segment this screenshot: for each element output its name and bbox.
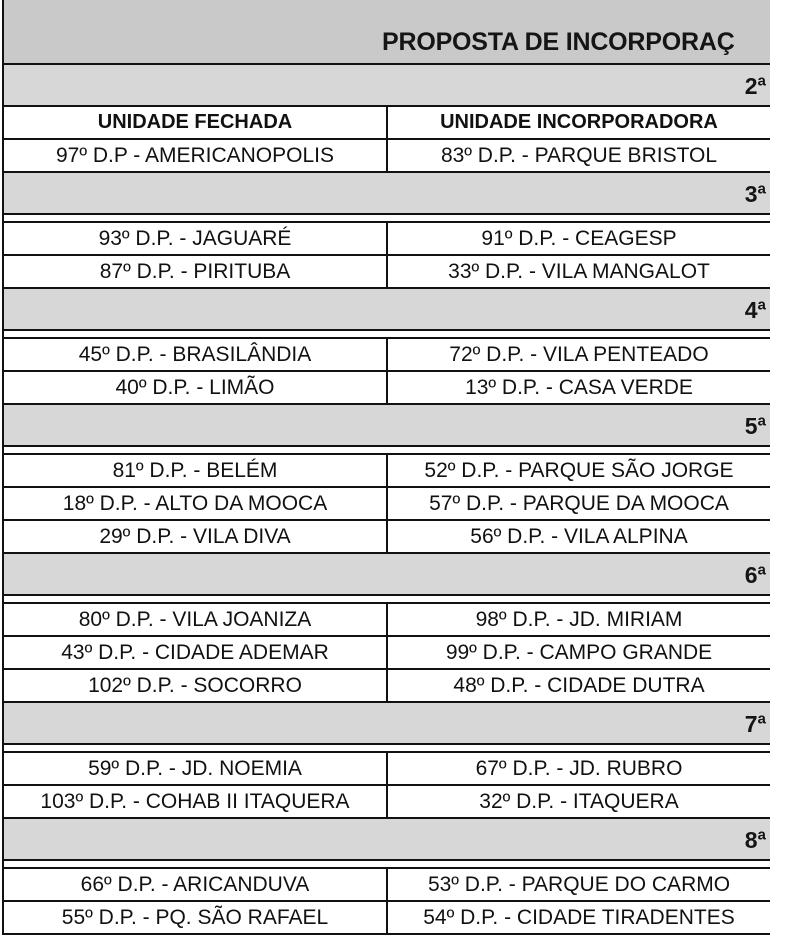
closed-unit-cell: 93º D.P. - JAGUARÉ [4,223,388,254]
closed-unit-cell: 55º D.P. - PQ. SÃO RAFAEL [4,902,388,933]
closed-unit-cell: 43º D.P. - CIDADE ADEMAR [4,637,388,668]
closed-unit-cell: 102º D.P. - SOCORRO [4,670,388,701]
table-row [4,140,770,173]
section-label: 8ª [744,827,766,853]
section-band [4,173,770,215]
section-band [4,554,770,596]
incorporating-unit-cell: 32º D.P. - ITAQUERA [479,789,679,813]
closed-unit-cell: 103º D.P. - COHAB II ITAQUERA [4,786,388,817]
closed-unit-cell: 81º D.P. - BELÉM [4,455,388,486]
table-row [4,637,770,670]
header-row [4,107,770,140]
section-label: 2ª [744,73,766,99]
closed-unit-cell: 40º D.P. - LIMÃO [4,372,388,403]
title-row [4,0,770,65]
table-body [4,65,770,935]
table-row [4,902,770,935]
incorporating-unit-cell: 33º D.P. - VILA MANGALOT [448,259,710,283]
incorporating-unit-cell: 52º D.P. - PARQUE SÃO JORGE [424,458,734,482]
incorporating-unit-cell: 57º D.P. - PARQUE DA MOOCA [429,491,729,515]
table-row [4,869,770,902]
incorporation-table [2,0,770,935]
closed-unit-cell: 59º D.P. - JD. NOEMIA [4,753,388,784]
column-header-closed: UNIDADE FECHADA [4,107,388,138]
section-label: 5ª [744,413,766,439]
section-spacer [4,596,770,604]
section-spacer [4,861,770,869]
section-spacer [4,745,770,753]
section-label: 7ª [744,711,766,737]
incorporating-unit-cell: 99º D.P. - CAMPO GRANDE [445,640,713,664]
section-band [4,289,770,331]
section-spacer [4,331,770,339]
closed-unit-cell: 45º D.P. - BRASILÂNDIA [4,339,388,370]
incorporating-unit-cell: 56º D.P. - VILA ALPINA [470,524,688,548]
incorporating-unit-cell: 53º D.P. - PARQUE DO CARMO [427,872,731,896]
section-band [4,65,770,107]
table-row [4,753,770,786]
table-row [4,786,770,819]
section-label: 3ª [744,181,766,207]
table-title: PROPOSTA DE INCORPORAÇ [382,28,735,56]
table-row [4,604,770,637]
section-spacer [4,447,770,455]
closed-unit-cell: 29º D.P. - VILA DIVA [4,521,388,552]
table-row [4,256,770,289]
incorporating-unit-cell: 98º D.P. - JD. MIRIAM [475,607,683,631]
incorporating-unit-cell: 48º D.P. - CIDADE DUTRA [453,673,705,697]
incorporating-unit-cell: 13º D.P. - CASA VERDE [465,375,693,399]
closed-unit-cell: 18º D.P. - ALTO DA MOOCA [4,488,388,519]
incorporating-unit-cell: 67º D.P. - JD. RUBRO [475,756,683,780]
column-header-incorporating: UNIDADE INCORPORADORA [440,111,718,133]
section-spacer [4,215,770,223]
closed-unit-cell: 80º D.P. - VILA JOANIZA [4,604,388,635]
closed-unit-cell: 97º D.P - AMERICANOPOLIS [4,140,388,171]
section-label: 4ª [744,297,766,323]
closed-unit-cell: 87º D.P. - PIRITUBA [4,256,388,287]
incorporating-unit-cell: 72º D.P. - VILA PENTEADO [449,342,709,366]
incorporating-unit-cell: 91º D.P. - CEAGESP [481,226,677,250]
section-band [4,819,770,861]
table-row [4,372,770,405]
section-band [4,405,770,447]
table-row [4,670,770,703]
table-row [4,223,770,256]
table-row [4,455,770,488]
table-row [4,521,770,554]
section-label: 6ª [744,562,766,588]
table-row [4,488,770,521]
table-row [4,339,770,372]
incorporating-unit-cell: 54º D.P. - CIDADE TIRADENTES [423,905,735,929]
incorporating-unit-cell: 83º D.P. - PARQUE BRISTOL [440,143,718,167]
closed-unit-cell: 66º D.P. - ARICANDUVA [4,869,388,900]
section-band [4,703,770,745]
